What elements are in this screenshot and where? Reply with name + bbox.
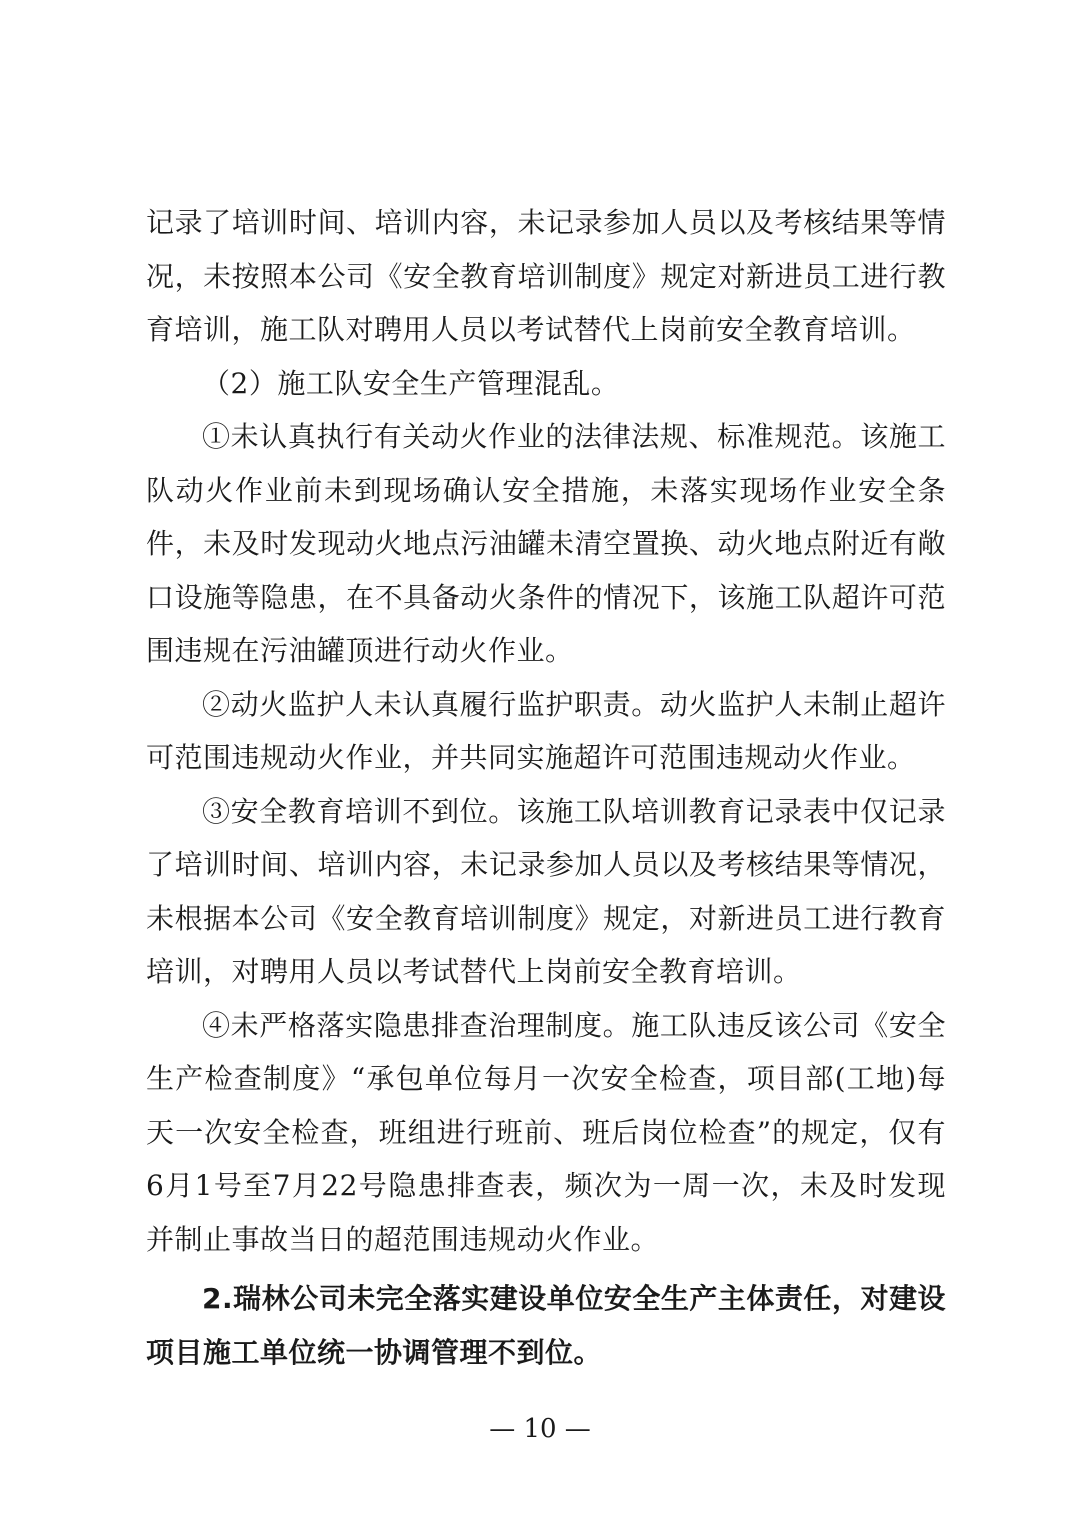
paragraph-heading-construction-team: （2）施工队安全生产管理混乱。 (202, 366, 620, 400)
document-body (146, 196, 946, 1379)
paragraph-section-2-heading: 2.瑞林公司未完全落实建设单位安全生产主体责任，对建设项目施工单位统一协调管理不到位。 (146, 1282, 946, 1369)
paragraph-item-3-training: ③安全教育培训不到位。该施工队培训教育记录表中仅记录了培训时间、培训内容，未记录参加人员以及考核结果等情况，未根据本公司《安全教育培训制度》规定，对新进员工进行教育培训，对聘用人员以考试替代上岗前安全教育培训。 (146, 794, 946, 988)
page-number: — 10 — (489, 1414, 591, 1444)
paragraph-training-record: 记录了培训时间、培训内容，未记录参加人员以及考核结果等情况，未按照本公司《安全教育培训制度》规定对新进员工进行教育培训，施工队对聘用人员以考试替代上岗前安全教育培训。 (146, 206, 946, 346)
paragraph-item-4-hazard-check: ④未严格落实隐患排查治理制度。施工队违反该公司《安全生产检查制度》“承包单位每月一次安全检查，项目部(工地)每天一次安全检查，班组进行班前、班后岗位检查”的规定，仅有6月1号至7月22号隐患排查表，频次为一周一次，未及时发现并制止事故当日的超范围违规动火作业。 (146, 1008, 946, 1256)
paragraph-item-2-supervisor: ②动火监护人未认真履行监护职责。动火监护人未制止超许可范围违规动火作业，并共同实施超许可范围违规动火作业。 (146, 687, 946, 774)
paragraph-item-1-hot-work: ①未认真执行有关动火作业的法律法规、标准规范。该施工队动火作业前未到现场确认安全措施，未落实现场作业安全条件，未及时发现动火地点污油罐未清空置换、动火地点附近有敞口设施等隐患，在不具备动火条件的情况下，该施工队超许可范围违规在污油罐顶进行动火作业。 (146, 420, 946, 667)
